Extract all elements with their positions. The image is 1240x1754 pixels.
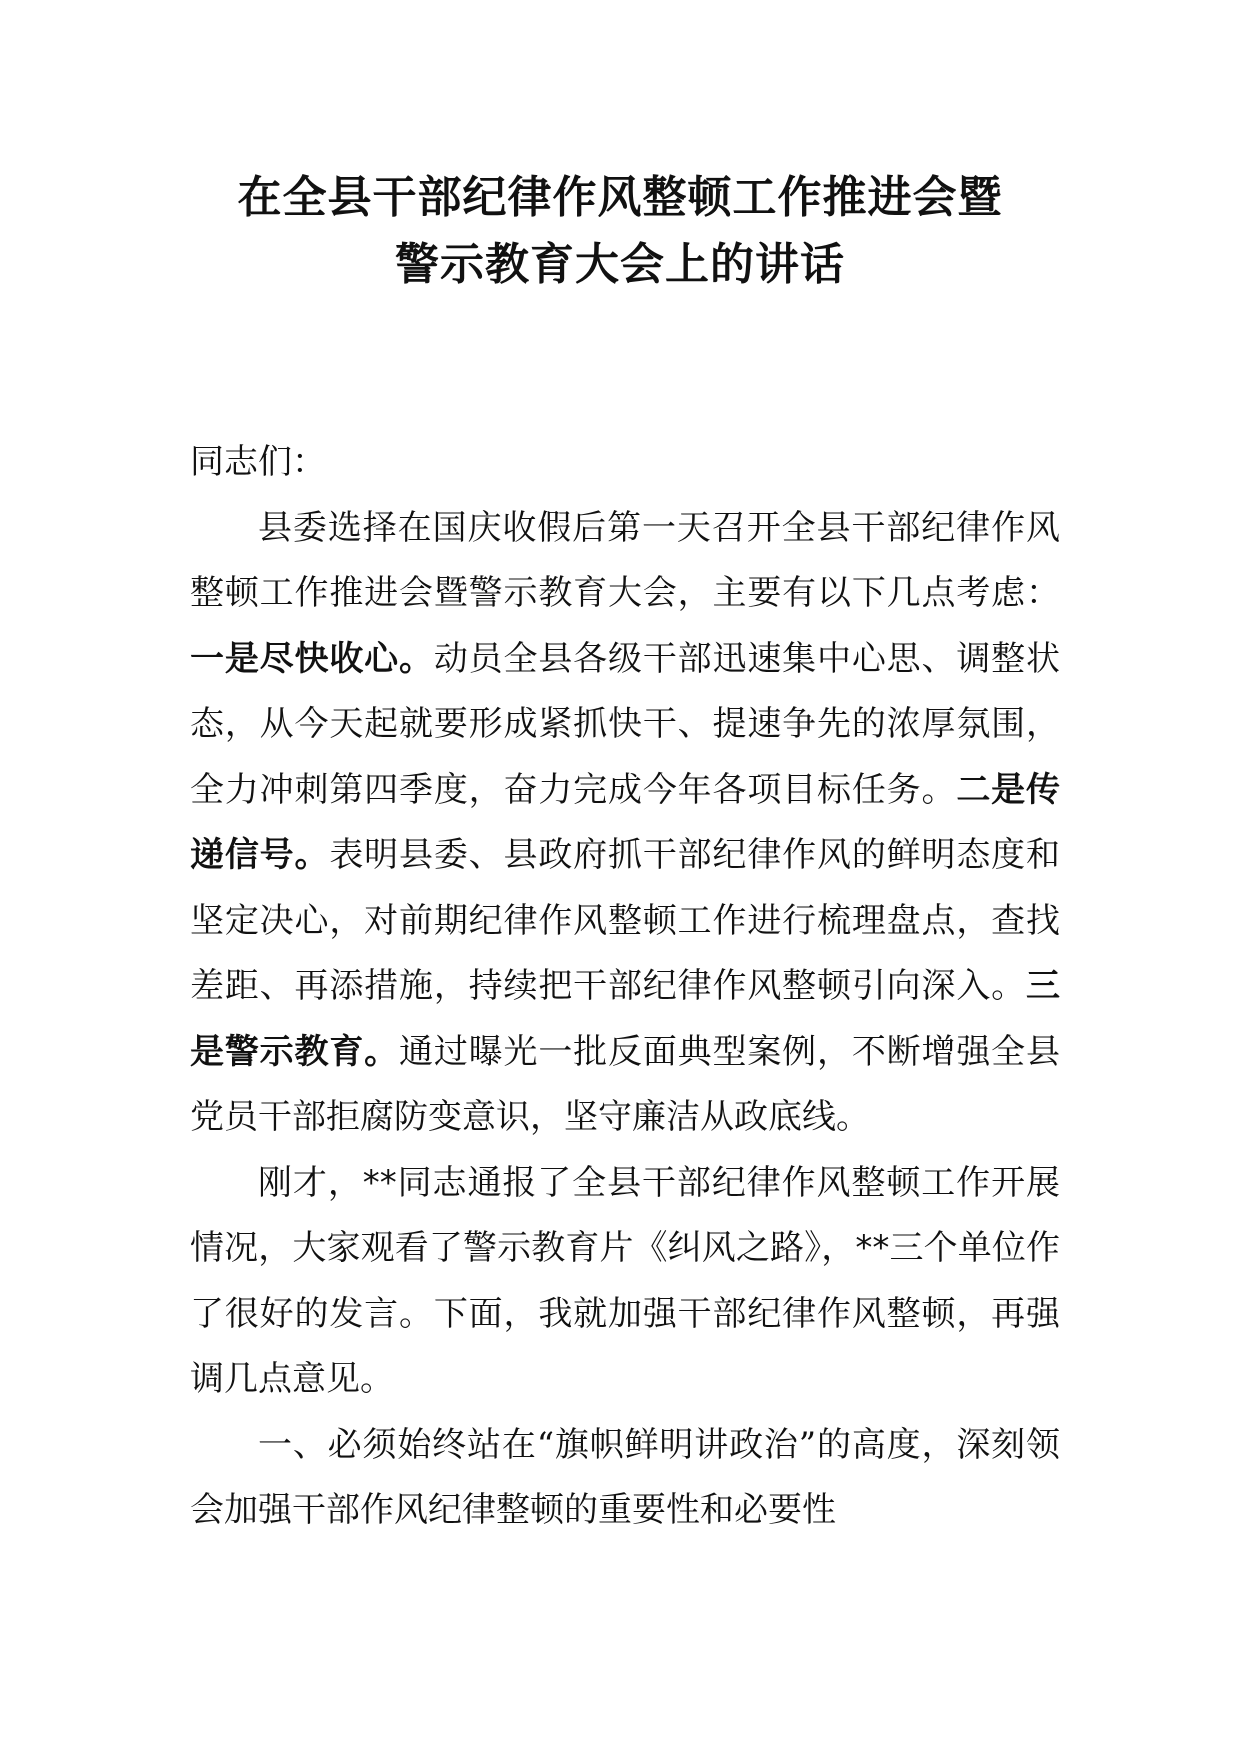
point-two-heading: 二是传递信号。 bbox=[190, 769, 1061, 875]
paragraph-intro-text-2: 动员全县各级干部迅速集中心思、调整状态，从今天起就要形成紧抓快干、提速争先的浓厚氛围，全力冲刺第四季度，奋力完成今年各项目标任务。 bbox=[190, 638, 1061, 810]
paragraph-intro-text-4: 通过曝光一批反面典型案例，不断增强全县党员干部拒腐防变意识，坚守廉洁从政底线。 bbox=[190, 1031, 1060, 1137]
document-title-line-2: 警示教育大会上的讲话 bbox=[395, 239, 845, 290]
salutation: 同志们： bbox=[190, 442, 326, 482]
paragraph-intro-text-3: 表明县委、县政府抓干部纪律作风的鲜明态度和坚定决心，对前期纪律作风整顿工作进行梳理盘点，查找差距、再添措施，持续把干部纪律作风整顿引向深入。 bbox=[190, 835, 1061, 1006]
paragraph-review: 刚才，**同志通报了全县干部纪律作风整顿工作开展情况，大家观看了警示教育片《纠风之路》，**三个单位作了很好的发言。下面，我就加强干部纪律作风整顿，再强调几点意见。 bbox=[190, 1162, 1060, 1399]
document-title-line-1: 在全县干部纪律作风整顿工作推进会暨 bbox=[237, 172, 1003, 223]
point-three-heading: 三是警示教育。 bbox=[190, 966, 1060, 1072]
paragraph-intro-text-1: 县委选择在国庆收假后第一天召开全县干部纪律作风整顿工作推进会暨警示教育大会，主要有以下几点考虑： bbox=[190, 507, 1060, 613]
document-body bbox=[190, 430, 1060, 1544]
section-one-heading: 一、必须始终站在“旗帜鲜明讲政治”的高度，深刻领会加强干部作风纪律整顿的重要性和必要性 bbox=[190, 1424, 1060, 1530]
point-one-heading: 一是尽快收心。 bbox=[190, 638, 434, 679]
paragraph-intro bbox=[190, 496, 1060, 1151]
